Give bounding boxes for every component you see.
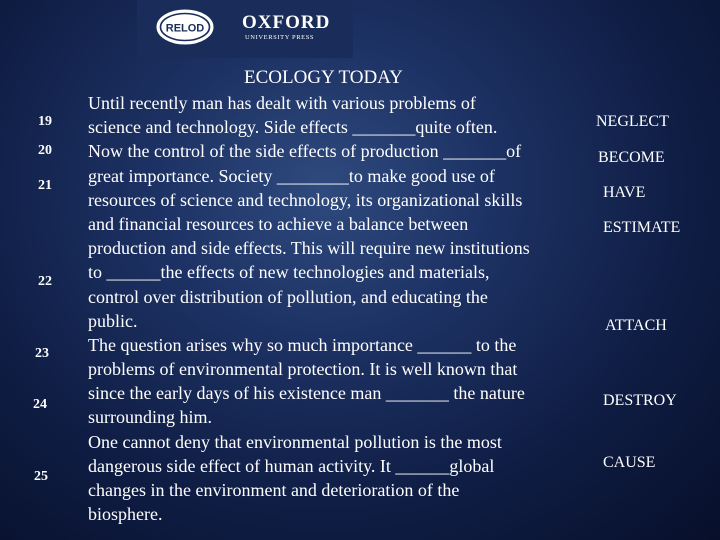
item-number-22: 22 [38,274,52,289]
item-number-20: 20 [38,143,52,158]
keyword-destroy: DESTROY [603,392,677,409]
exercise-title: ECOLOGY TODAY [244,67,403,88]
relod-logo-text: RELOD [165,22,205,35]
text-line: great importance. Society ________to make good use of [88,165,495,186]
text-line: changes in the environment and deterioration of the [88,480,460,500]
text-line: resources of science and technology, its organizational skills [88,189,523,210]
item-number-21: 21 [38,178,52,193]
text-line: The question arises why so much importance ______ to the [88,334,517,355]
keyword-attach: ATTACH [605,317,667,334]
text-line: public. [88,310,138,331]
text-line: One cannot deny that environmental pollution is the most [88,431,502,452]
keyword-have: HAVE [603,184,646,201]
text-line: surrounding him. [88,407,212,428]
keyword-become: BECOME [598,149,665,166]
text-line: problems of environmental protection. It is well known that [88,359,518,380]
text-line: dangerous side effect of human activity. It ______global [88,455,495,476]
item-number-23: 23 [35,346,49,361]
text-line: to ______the effects of new technologies and materials, [88,262,490,283]
text-line: since the early days of his existence man _______ the nature [88,383,525,404]
text-line: biosphere. [88,504,163,525]
text-line: control over distribution of pollution, and educating the [88,286,488,307]
item-number-19: 19 [38,114,52,129]
text-line: and financial resources to achieve a balance between [88,213,469,234]
keyword-cause: CAUSE [603,454,656,471]
text-line: Until recently man has dealt with various problems of [88,93,476,113]
item-number-24: 24 [33,397,47,412]
keyword-estimate: ESTIMATE [603,219,681,236]
text-line: production and side effects. This will require new institutions [88,238,530,259]
text-line: science and technology. Side effects _______quite often. [88,117,498,138]
text-line: Now the control of the side effects of production _______of [88,141,522,162]
keyword-neglect: NEGLECT [596,113,669,130]
relod-logo [155,8,215,46]
publisher-subtitle: UNIVERSITY PRESS [245,34,315,41]
exercise-text [88,91,588,526]
publisher-name: OXFORD [242,12,331,33]
item-number-25: 25 [34,469,48,484]
